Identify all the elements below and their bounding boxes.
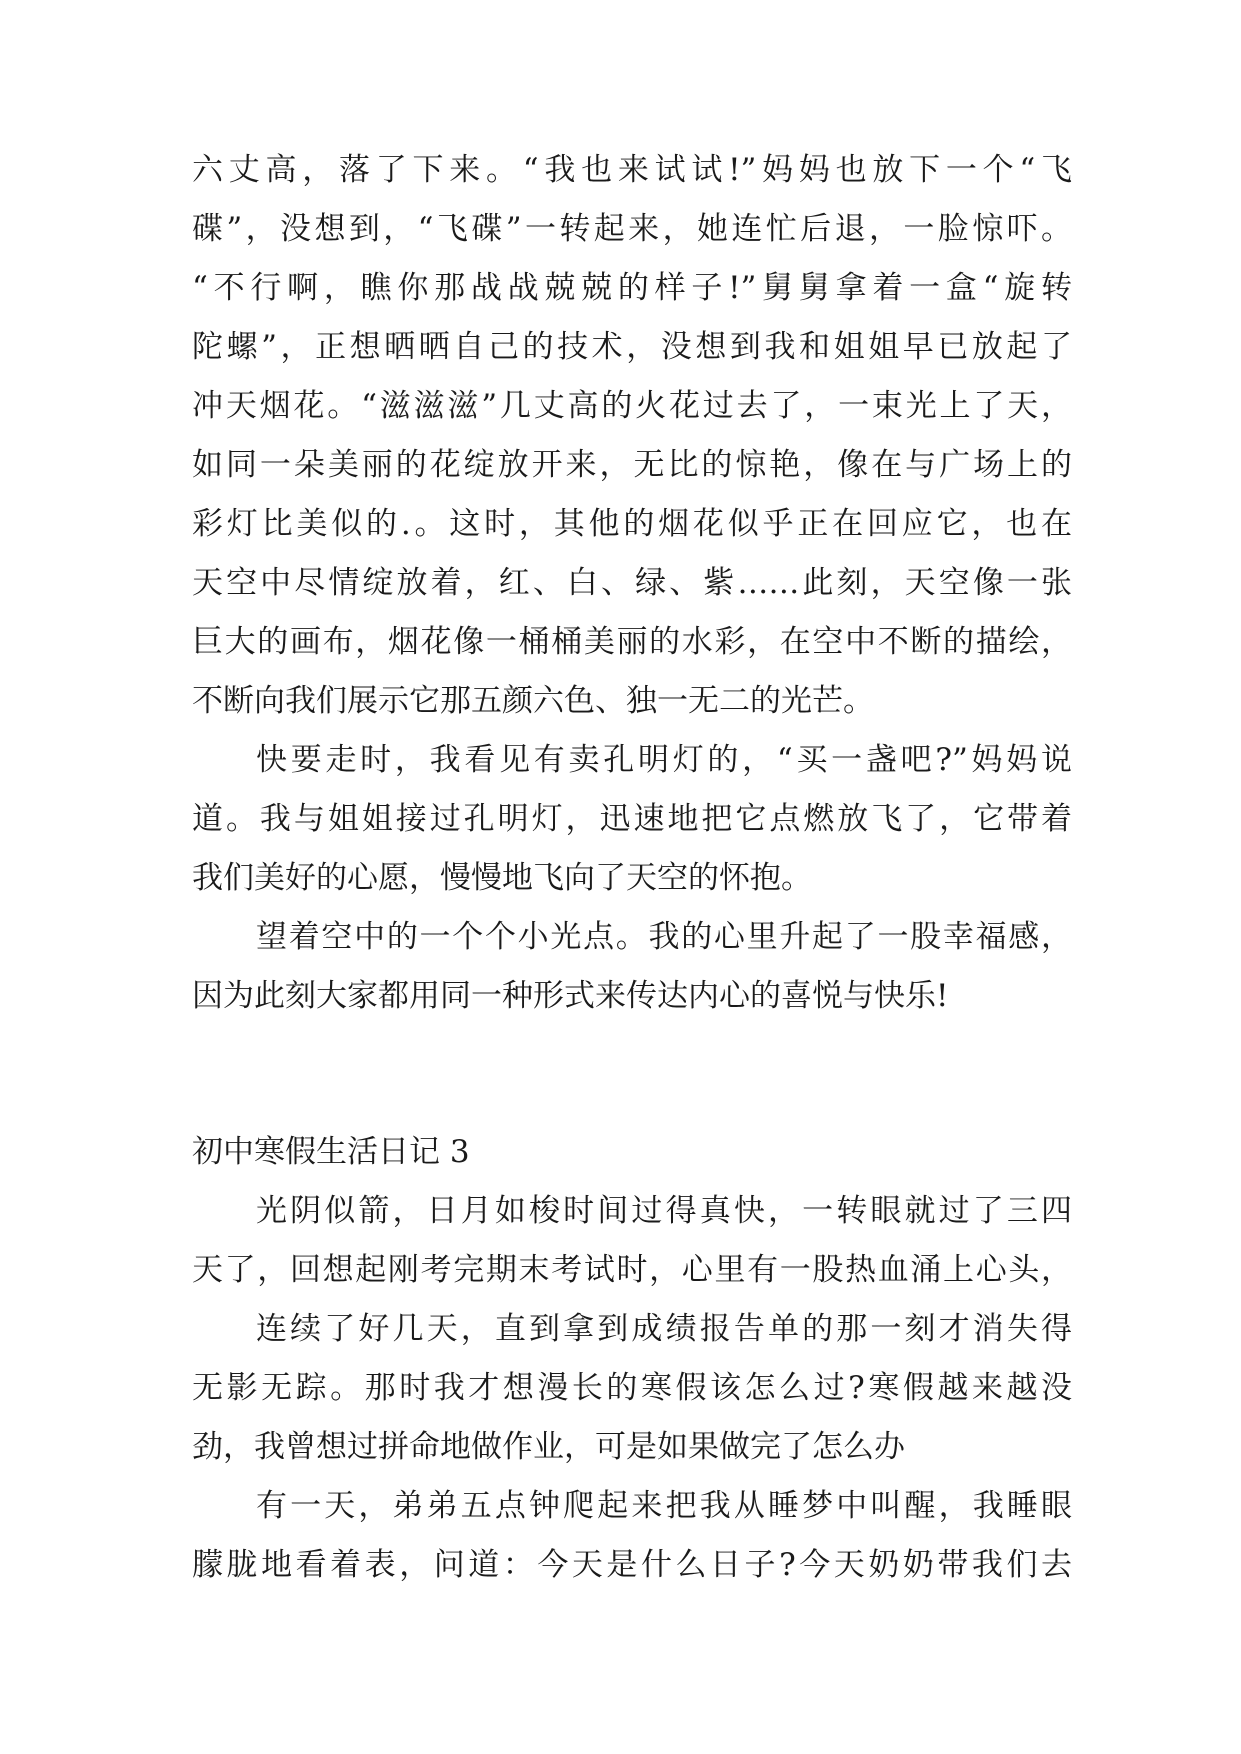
text-line: 彩灯比美似的.。这时，其他的烟花似乎正在回应它，也在 [192,506,1072,542]
section-title: 初中寒假生活日记 3 [192,1134,470,1170]
text-line: 连续了好几天，直到拿到成绩报告单的那一刻才消失得 [256,1311,1072,1347]
text-line: 道。我与姐姐接过孔明灯，迅速地把它点燃放飞了，它带着 [192,801,1072,837]
text-line: 我们美好的心愿，慢慢地飞向了天空的怀抱。 [192,860,812,896]
text-line: 朦胧地看着表，问道：今天是什么日子?今天奶奶带我们去 [192,1547,1072,1583]
text-line: 冲天烟花。“滋滋滋”几丈高的火花过去了，一束光上了天， [192,388,1072,424]
text-line: 天空中尽情绽放着，红、白、绿、紫……此刻，天空像一张 [192,565,1072,601]
text-line: 巨大的画布，烟花像一桶桶美丽的水彩，在空中不断的描绘， [192,624,1072,660]
text-line: 不断向我们展示它那五颜六色、独一无二的光芒。 [192,683,874,719]
text-line: 天了，回想起刚考完期末考试时，心里有一股热血涌上心头， [192,1252,1072,1288]
text-line: 无影无踪。那时我才想漫长的寒假该怎么过?寒假越来越没 [192,1370,1072,1406]
text-line: 有一天，弟弟五点钟爬起来把我从睡梦中叫醒，我睡眼 [256,1488,1072,1524]
text-line: 劲，我曾想过拼命地做作业，可是如果做完了怎么办 [192,1429,905,1465]
text-line: 六丈高，落了下来。“我也来试试!”妈妈也放下一个“飞 [192,152,1072,188]
text-line: “不行啊，瞧你那战战兢兢的样子!”舅舅拿着一盒“旋转 [192,270,1072,306]
text-line: 望着空中的一个个小光点。我的心里升起了一股幸福感， [256,919,1072,955]
text-line: 陀螺”，正想晒晒自己的技术，没想到我和姐姐早已放起了 [192,329,1072,365]
text-line: 快要走时，我看见有卖孔明灯的，“买一盏吧?”妈妈说 [256,742,1072,778]
text-line: 如同一朵美丽的花绽放开来，无比的惊艳，像在与广场上的 [192,447,1072,483]
text-line: 因为此刻大家都用同一种形式来传达内心的喜悦与快乐! [192,978,949,1014]
text-line: 碟”，没想到，“飞碟”一转起来，她连忙后退，一脸惊吓。 [192,211,1072,247]
text-line: 光阴似箭，日月如梭时间过得真快，一转眼就过了三四 [256,1193,1072,1229]
